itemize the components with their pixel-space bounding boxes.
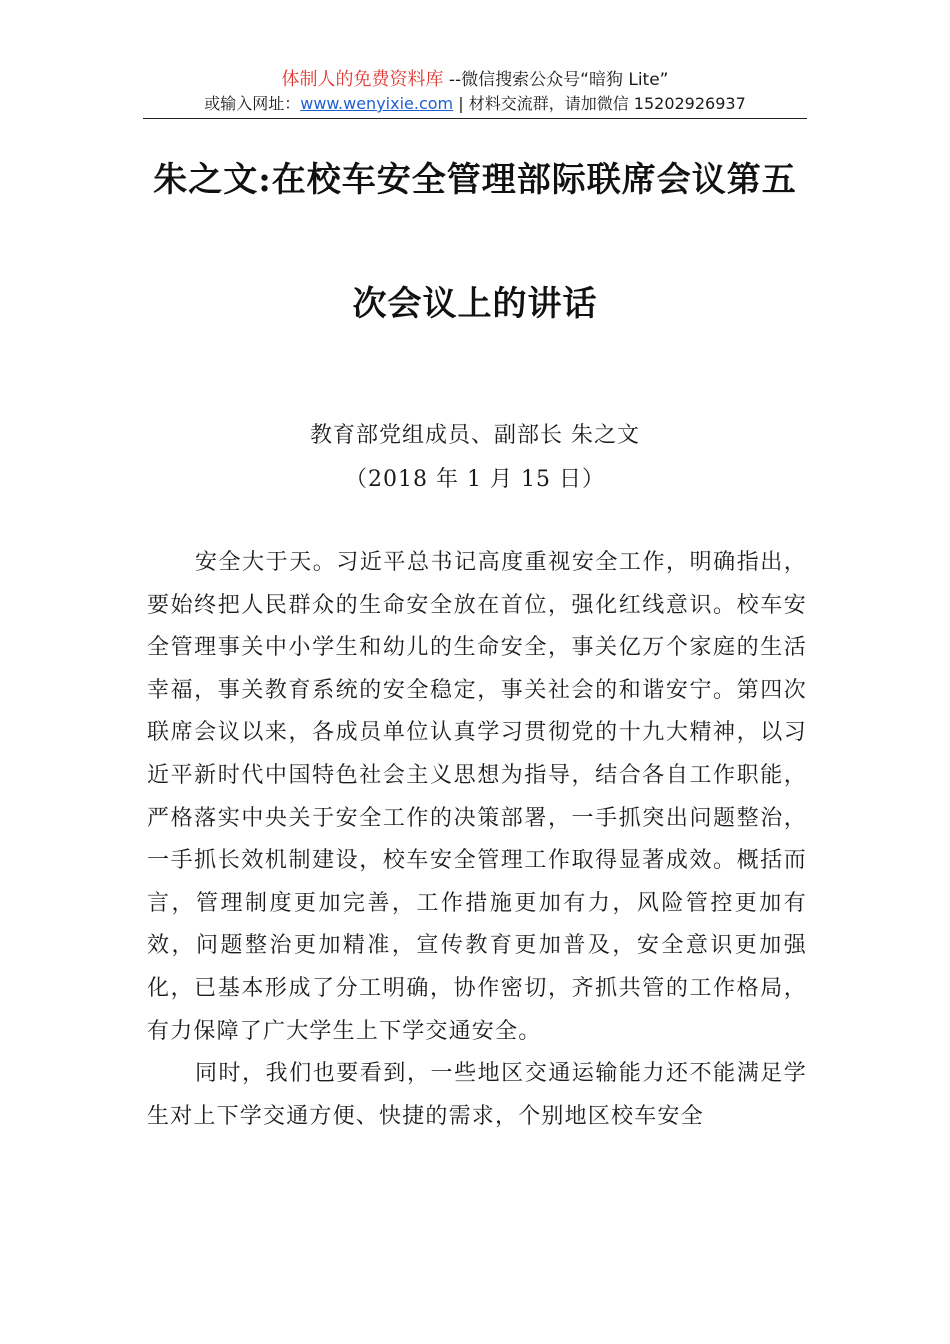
header-line-1 — [0, 68, 950, 92]
group-text: 材料交流群，请加微信 15202926937 — [468, 94, 746, 113]
date-line: （2018 年 1 月 15 日） — [345, 467, 605, 492]
document-title-line-2: 次会议上的讲话 — [352, 284, 598, 324]
body-paragraph: 安全大于天。习近平总书记高度重视安全工作，明确指出，要始终把人民群众的生命安全放在首位，强化红线意识。校车安全管理事关中小学生和幼儿的生命安全，事关亿万个家庭的生活幸福，事关教育系统的安全稳定，事关社会的和谐安宁。第四次联席会议以来，各成员单位认真学习贯彻党的十九大精神，以习近平新时代中国特色社会主义思想为指导，结合各自工作职能，严格落实中央关于安全工作的决策部署，一手抓突出问题整治，一手抓长效机制建设，校车安全管理工作取得显著成效。概括而言，管理制度更加完善，工作措施更加有力，风险管控更加有效，问题整治更加精准，宣传教育更加普及，安全意识更加强化，已基本形成了分工明确，协作密切，齐抓共管的工作格局，有力保障了广大学生上下学交通安全。 — [147, 550, 807, 1044]
body-paragraph: 同时，我们也要看到，一些地区交通运输能力还不能满足学生对上下学交通方便、快捷的需求，个别地区校车安全 — [147, 1061, 807, 1129]
url-prefix: 或输入网址： — [204, 94, 301, 113]
header-separator: | — [453, 94, 469, 113]
header-divider — [143, 118, 807, 119]
author-line: 教育部党组成员、副部长 朱之文 — [310, 423, 640, 448]
brand-text: 体制人的免费资料库 — [281, 69, 444, 90]
website-link[interactable]: www.wenyixie.com — [300, 94, 454, 113]
wechat-text: --微信搜索公众号“暗狗 Lite” — [443, 70, 669, 90]
header-line-2 — [0, 92, 950, 116]
page-header — [0, 68, 950, 116]
document-title-line-1: 朱之文:在校车安全管理部际联席会议第五 — [153, 160, 797, 200]
document-body — [147, 542, 807, 1138]
